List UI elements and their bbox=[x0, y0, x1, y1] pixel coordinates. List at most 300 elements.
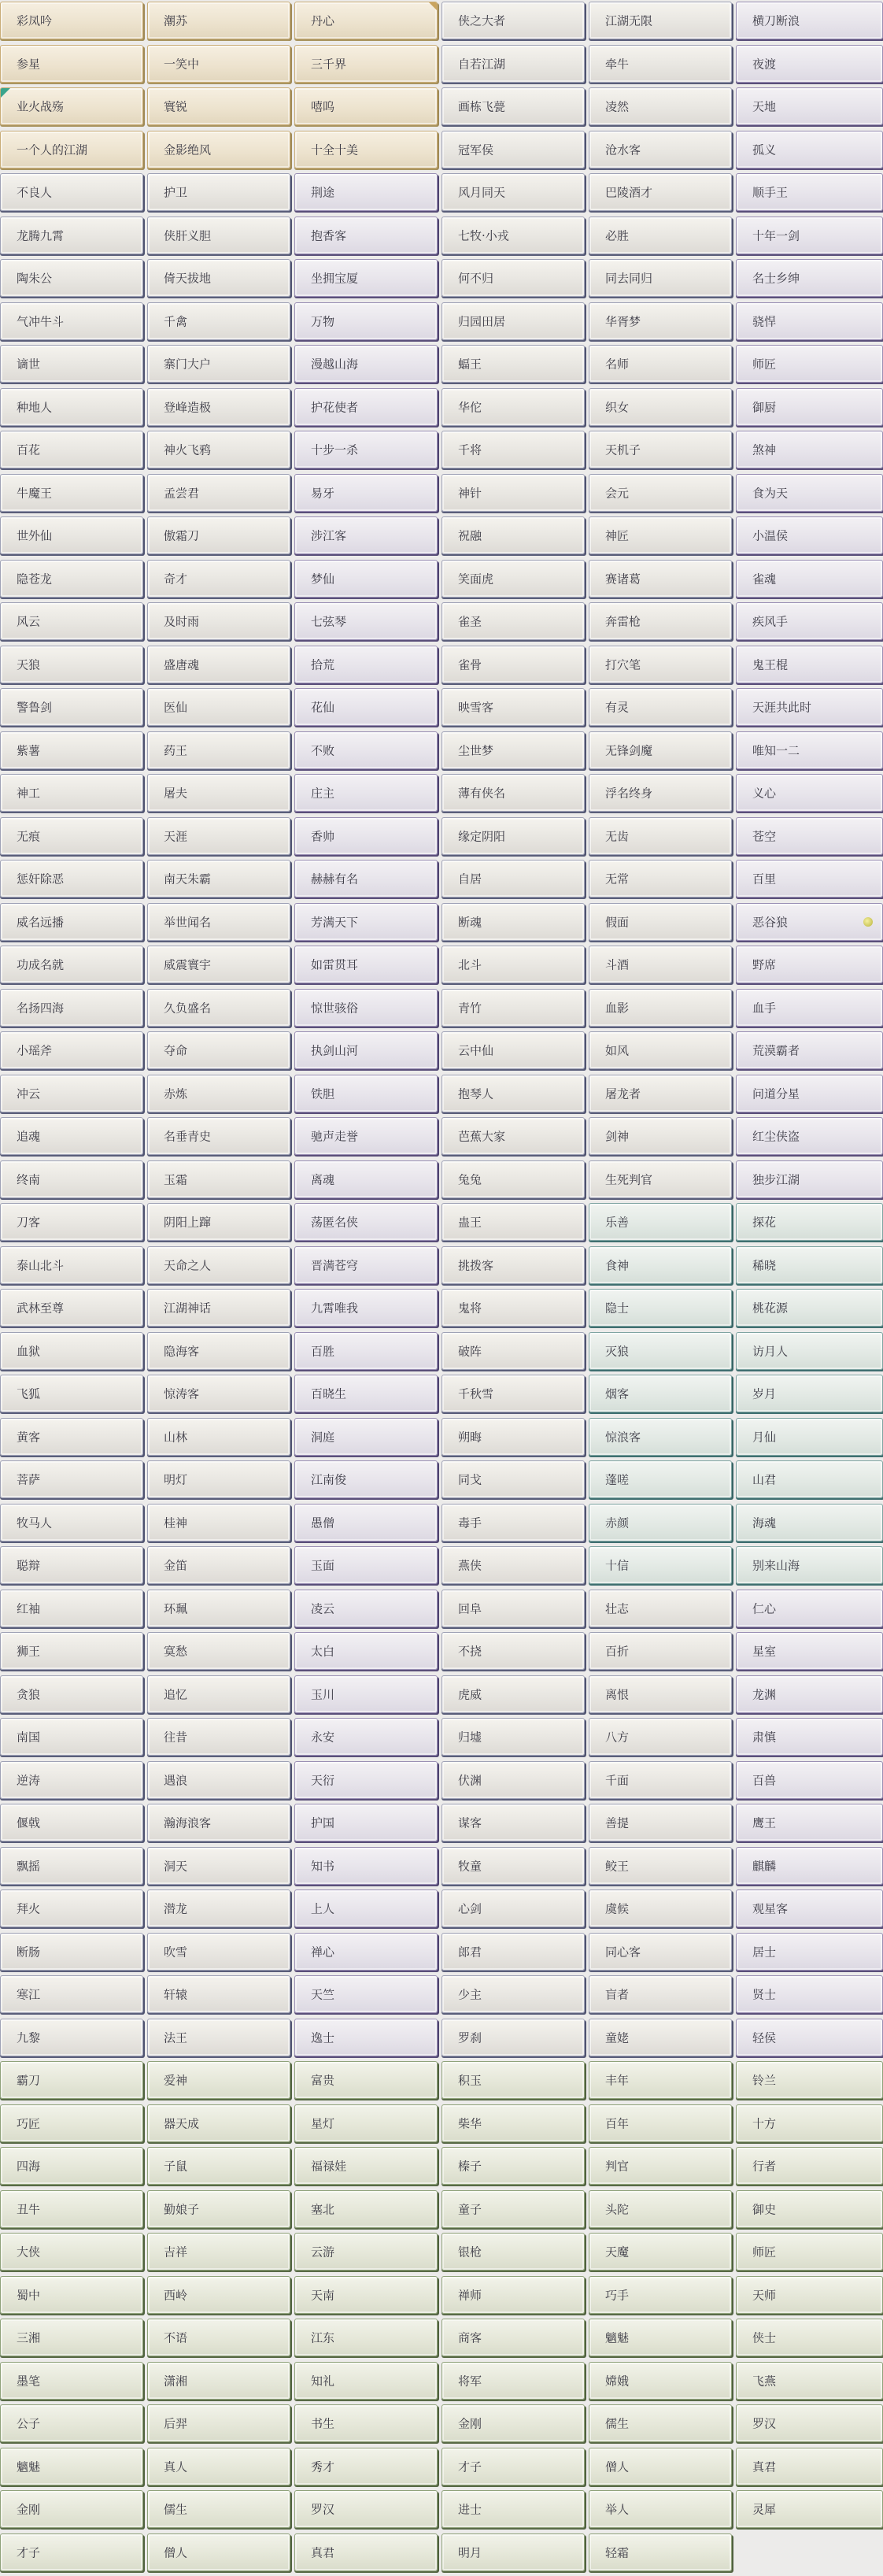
title-tile[interactable] bbox=[736, 131, 883, 168]
title-tile[interactable] bbox=[442, 1847, 585, 1885]
title-tile[interactable] bbox=[0, 1289, 143, 1327]
title-tile[interactable] bbox=[147, 1075, 290, 1112]
title-tile[interactable] bbox=[0, 817, 143, 855]
title-tile[interactable] bbox=[589, 2233, 732, 2271]
title-tile[interactable] bbox=[294, 45, 438, 83]
title-tile[interactable] bbox=[294, 1418, 438, 1456]
title-tile[interactable] bbox=[147, 774, 290, 812]
title-tile[interactable] bbox=[442, 2061, 585, 2099]
title-tile[interactable] bbox=[147, 602, 290, 640]
title-tile[interactable] bbox=[736, 1847, 883, 1885]
title-tile[interactable] bbox=[0, 1632, 143, 1670]
title-tile[interactable] bbox=[589, 2276, 732, 2314]
title-tile[interactable] bbox=[589, 989, 732, 1027]
title-tile[interactable] bbox=[589, 774, 732, 812]
title-tile[interactable] bbox=[736, 1889, 883, 1927]
title-tile[interactable] bbox=[147, 1675, 290, 1713]
title-tile[interactable] bbox=[0, 259, 143, 297]
title-tile[interactable] bbox=[0, 2404, 143, 2442]
title-tile[interactable] bbox=[294, 1975, 438, 2013]
title-tile[interactable] bbox=[736, 903, 883, 941]
title-tile[interactable] bbox=[147, 1804, 290, 1841]
title-tile[interactable] bbox=[589, 560, 732, 598]
title-tile[interactable] bbox=[736, 774, 883, 812]
title-tile[interactable] bbox=[147, 1117, 290, 1155]
title-tile[interactable] bbox=[589, 45, 732, 83]
title-tile[interactable] bbox=[589, 1889, 732, 1927]
title-tile[interactable] bbox=[147, 2448, 290, 2485]
title-tile[interactable] bbox=[442, 259, 585, 297]
title-tile[interactable] bbox=[736, 1203, 883, 1241]
title-tile[interactable] bbox=[147, 2061, 290, 2099]
title-tile[interactable] bbox=[0, 989, 143, 1027]
title-tile[interactable] bbox=[0, 2019, 143, 2056]
title-tile[interactable] bbox=[442, 560, 585, 598]
title-tile[interactable] bbox=[589, 259, 732, 297]
title-tile[interactable] bbox=[0, 2, 143, 39]
title-tile[interactable] bbox=[294, 388, 438, 426]
title-tile[interactable] bbox=[589, 1246, 732, 1284]
title-tile[interactable] bbox=[147, 2362, 290, 2400]
title-tile[interactable] bbox=[589, 688, 732, 726]
title-tile[interactable] bbox=[147, 259, 290, 297]
title-tile[interactable] bbox=[442, 1761, 585, 1799]
title-tile[interactable] bbox=[147, 817, 290, 855]
title-tile[interactable] bbox=[0, 602, 143, 640]
title-tile[interactable] bbox=[0, 87, 143, 125]
title-tile[interactable] bbox=[736, 1761, 883, 1799]
title-tile[interactable] bbox=[294, 602, 438, 640]
title-tile[interactable] bbox=[0, 2319, 143, 2356]
title-tile[interactable] bbox=[294, 2147, 438, 2185]
title-tile[interactable] bbox=[0, 431, 143, 468]
title-tile[interactable] bbox=[589, 860, 732, 898]
title-tile[interactable] bbox=[442, 2533, 585, 2571]
title-tile[interactable] bbox=[147, 302, 290, 340]
title-tile[interactable] bbox=[736, 217, 883, 254]
title-tile[interactable] bbox=[736, 302, 883, 340]
title-tile[interactable] bbox=[442, 2, 585, 39]
title-tile[interactable] bbox=[736, 2, 883, 39]
title-tile[interactable] bbox=[147, 1160, 290, 1198]
title-tile[interactable] bbox=[589, 431, 732, 468]
title-tile[interactable] bbox=[0, 1203, 143, 1241]
title-tile[interactable] bbox=[442, 474, 585, 512]
title-tile[interactable] bbox=[294, 946, 438, 983]
title-tile[interactable] bbox=[147, 1847, 290, 1885]
title-tile[interactable] bbox=[736, 173, 883, 211]
title-tile[interactable] bbox=[0, 903, 143, 941]
title-tile[interactable] bbox=[736, 516, 883, 554]
title-tile[interactable] bbox=[294, 2533, 438, 2571]
title-tile[interactable] bbox=[0, 131, 143, 168]
title-tile[interactable] bbox=[0, 560, 143, 598]
title-tile[interactable] bbox=[294, 817, 438, 855]
title-tile[interactable] bbox=[0, 2104, 143, 2142]
title-tile[interactable] bbox=[294, 2276, 438, 2314]
title-tile[interactable] bbox=[147, 1031, 290, 1069]
title-tile[interactable] bbox=[294, 1031, 438, 1069]
title-tile[interactable] bbox=[589, 2061, 732, 2099]
title-tile[interactable] bbox=[589, 646, 732, 683]
title-tile[interactable] bbox=[294, 1332, 438, 1370]
title-tile[interactable] bbox=[442, 1117, 585, 1155]
title-tile[interactable] bbox=[589, 474, 732, 512]
title-tile[interactable] bbox=[442, 431, 585, 468]
title-tile[interactable] bbox=[147, 87, 290, 125]
title-tile[interactable] bbox=[442, 2319, 585, 2356]
title-tile[interactable] bbox=[442, 2019, 585, 2056]
title-tile[interactable] bbox=[147, 217, 290, 254]
title-tile[interactable] bbox=[736, 2104, 883, 2142]
title-tile[interactable] bbox=[736, 1075, 883, 1112]
title-tile[interactable] bbox=[736, 1632, 883, 1670]
title-tile[interactable] bbox=[0, 731, 143, 769]
title-tile[interactable] bbox=[147, 2019, 290, 2056]
title-tile[interactable] bbox=[294, 1246, 438, 1284]
title-tile[interactable] bbox=[589, 2190, 732, 2228]
title-tile[interactable] bbox=[736, 2404, 883, 2442]
title-tile[interactable] bbox=[294, 2104, 438, 2142]
title-tile[interactable] bbox=[589, 1975, 732, 2013]
title-tile[interactable] bbox=[736, 1546, 883, 1584]
title-tile[interactable] bbox=[0, 774, 143, 812]
title-tile[interactable] bbox=[147, 388, 290, 426]
title-tile[interactable] bbox=[147, 1246, 290, 1284]
title-tile[interactable] bbox=[442, 173, 585, 211]
title-tile[interactable] bbox=[442, 302, 585, 340]
title-tile[interactable] bbox=[736, 1460, 883, 1498]
title-tile[interactable] bbox=[442, 989, 585, 1027]
title-tile[interactable] bbox=[589, 1847, 732, 1885]
title-tile[interactable] bbox=[442, 1718, 585, 1756]
title-tile[interactable] bbox=[0, 45, 143, 83]
title-tile[interactable] bbox=[294, 1847, 438, 1885]
title-tile[interactable] bbox=[147, 2233, 290, 2271]
title-tile[interactable] bbox=[0, 474, 143, 512]
title-tile[interactable] bbox=[442, 1933, 585, 1971]
title-tile[interactable] bbox=[147, 1203, 290, 1241]
title-tile[interactable] bbox=[736, 259, 883, 297]
title-tile[interactable] bbox=[589, 1761, 732, 1799]
title-tile[interactable] bbox=[147, 45, 290, 83]
title-tile[interactable] bbox=[442, 1675, 585, 1713]
title-tile[interactable] bbox=[0, 1117, 143, 1155]
title-tile[interactable] bbox=[147, 2190, 290, 2228]
title-tile[interactable] bbox=[589, 946, 732, 983]
title-tile[interactable] bbox=[589, 1160, 732, 1198]
title-tile[interactable] bbox=[294, 1203, 438, 1241]
title-tile[interactable] bbox=[294, 560, 438, 598]
title-tile[interactable] bbox=[147, 2276, 290, 2314]
title-tile[interactable] bbox=[442, 1975, 585, 2013]
title-tile[interactable] bbox=[0, 2061, 143, 2099]
title-tile[interactable] bbox=[147, 1332, 290, 1370]
title-tile[interactable] bbox=[147, 1418, 290, 1456]
title-tile[interactable] bbox=[442, 774, 585, 812]
title-tile[interactable] bbox=[0, 1804, 143, 1841]
title-tile[interactable] bbox=[589, 345, 732, 383]
title-tile[interactable] bbox=[147, 1889, 290, 1927]
title-tile[interactable] bbox=[736, 2019, 883, 2056]
title-tile[interactable] bbox=[736, 1675, 883, 1713]
title-tile[interactable] bbox=[0, 2147, 143, 2185]
title-tile[interactable] bbox=[294, 1375, 438, 1412]
title-tile[interactable] bbox=[294, 2, 438, 39]
title-tile[interactable] bbox=[442, 2448, 585, 2485]
title-tile[interactable] bbox=[0, 1031, 143, 1069]
title-tile[interactable] bbox=[589, 1460, 732, 1498]
title-tile[interactable] bbox=[442, 1590, 585, 1627]
title-tile[interactable] bbox=[589, 817, 732, 855]
title-tile[interactable] bbox=[442, 2104, 585, 2142]
title-tile[interactable] bbox=[0, 1933, 143, 1971]
title-tile[interactable] bbox=[736, 560, 883, 598]
title-tile[interactable] bbox=[736, 989, 883, 1027]
title-tile[interactable] bbox=[442, 131, 585, 168]
title-tile[interactable] bbox=[0, 2533, 143, 2571]
title-tile[interactable] bbox=[442, 345, 585, 383]
title-tile[interactable] bbox=[294, 646, 438, 683]
title-tile[interactable] bbox=[294, 731, 438, 769]
title-tile[interactable] bbox=[0, 688, 143, 726]
title-tile[interactable] bbox=[442, 903, 585, 941]
title-tile[interactable] bbox=[147, 1289, 290, 1327]
title-tile[interactable] bbox=[589, 173, 732, 211]
title-tile[interactable] bbox=[147, 1504, 290, 1542]
title-tile[interactable] bbox=[294, 1718, 438, 1756]
title-tile[interactable] bbox=[589, 388, 732, 426]
title-tile[interactable] bbox=[589, 1117, 732, 1155]
title-tile[interactable] bbox=[442, 602, 585, 640]
title-tile[interactable] bbox=[147, 1632, 290, 1670]
title-tile[interactable] bbox=[736, 1160, 883, 1198]
title-tile[interactable] bbox=[736, 1375, 883, 1412]
title-tile[interactable] bbox=[589, 2490, 732, 2528]
title-tile[interactable] bbox=[147, 516, 290, 554]
title-tile[interactable] bbox=[0, 516, 143, 554]
title-tile[interactable] bbox=[294, 1460, 438, 1498]
title-tile[interactable] bbox=[736, 2362, 883, 2400]
title-tile[interactable] bbox=[589, 1590, 732, 1627]
title-tile[interactable] bbox=[294, 1160, 438, 1198]
title-tile[interactable] bbox=[442, 1804, 585, 1841]
title-tile[interactable] bbox=[442, 1504, 585, 1542]
title-tile[interactable] bbox=[736, 1804, 883, 1841]
title-tile[interactable] bbox=[294, 989, 438, 1027]
title-tile[interactable] bbox=[442, 1031, 585, 1069]
title-tile[interactable] bbox=[294, 2490, 438, 2528]
title-tile[interactable] bbox=[589, 2019, 732, 2056]
title-tile[interactable] bbox=[294, 1933, 438, 1971]
title-tile[interactable] bbox=[0, 345, 143, 383]
title-tile[interactable] bbox=[0, 1460, 143, 1498]
title-tile[interactable] bbox=[294, 2404, 438, 2442]
title-tile[interactable] bbox=[0, 1975, 143, 2013]
title-tile[interactable] bbox=[147, 2533, 290, 2571]
title-tile[interactable] bbox=[736, 2490, 883, 2528]
title-tile[interactable] bbox=[442, 1460, 585, 1498]
title-tile[interactable] bbox=[736, 431, 883, 468]
title-tile[interactable] bbox=[442, 646, 585, 683]
title-tile[interactable] bbox=[294, 860, 438, 898]
title-tile[interactable] bbox=[147, 2490, 290, 2528]
title-tile[interactable] bbox=[442, 2276, 585, 2314]
title-tile[interactable] bbox=[442, 1546, 585, 1584]
title-tile[interactable] bbox=[147, 2404, 290, 2442]
title-tile[interactable] bbox=[147, 431, 290, 468]
title-tile[interactable] bbox=[589, 87, 732, 125]
title-tile[interactable] bbox=[0, 1546, 143, 1584]
title-tile[interactable] bbox=[736, 1117, 883, 1155]
title-tile[interactable] bbox=[589, 217, 732, 254]
title-tile[interactable] bbox=[589, 1546, 732, 1584]
title-tile[interactable] bbox=[294, 474, 438, 512]
title-tile[interactable] bbox=[442, 516, 585, 554]
title-tile[interactable] bbox=[294, 1632, 438, 1670]
title-tile[interactable] bbox=[0, 646, 143, 683]
title-tile[interactable] bbox=[736, 817, 883, 855]
title-tile[interactable] bbox=[147, 860, 290, 898]
title-tile[interactable] bbox=[736, 2276, 883, 2314]
title-tile[interactable] bbox=[736, 602, 883, 640]
title-tile[interactable] bbox=[0, 217, 143, 254]
title-tile[interactable] bbox=[147, 1375, 290, 1412]
title-tile[interactable] bbox=[147, 173, 290, 211]
title-tile[interactable] bbox=[442, 2190, 585, 2228]
title-tile[interactable] bbox=[589, 1718, 732, 1756]
title-tile[interactable] bbox=[0, 1075, 143, 1112]
title-tile[interactable] bbox=[147, 646, 290, 683]
title-tile[interactable] bbox=[147, 2, 290, 39]
title-tile[interactable] bbox=[442, 1289, 585, 1327]
title-tile[interactable] bbox=[442, 731, 585, 769]
title-tile[interactable] bbox=[147, 1761, 290, 1799]
title-tile[interactable] bbox=[442, 1246, 585, 1284]
title-tile[interactable] bbox=[589, 1675, 732, 1713]
title-tile[interactable] bbox=[294, 1075, 438, 1112]
title-tile[interactable] bbox=[147, 131, 290, 168]
title-tile[interactable] bbox=[294, 217, 438, 254]
title-tile[interactable] bbox=[589, 1418, 732, 1456]
title-tile[interactable] bbox=[442, 688, 585, 726]
title-tile[interactable] bbox=[294, 1117, 438, 1155]
title-tile[interactable] bbox=[0, 1160, 143, 1198]
title-tile[interactable] bbox=[736, 946, 883, 983]
title-tile[interactable] bbox=[0, 2448, 143, 2485]
title-tile[interactable] bbox=[294, 2061, 438, 2099]
title-tile[interactable] bbox=[589, 1203, 732, 1241]
title-tile[interactable] bbox=[442, 1889, 585, 1927]
title-tile[interactable] bbox=[589, 1289, 732, 1327]
title-tile[interactable] bbox=[589, 2104, 732, 2142]
title-tile[interactable] bbox=[442, 1375, 585, 1412]
title-tile[interactable] bbox=[442, 1632, 585, 1670]
title-tile[interactable] bbox=[589, 2147, 732, 2185]
title-tile[interactable] bbox=[442, 2490, 585, 2528]
title-tile[interactable] bbox=[294, 1590, 438, 1627]
title-tile[interactable] bbox=[442, 1160, 585, 1198]
title-tile[interactable] bbox=[736, 345, 883, 383]
title-tile[interactable] bbox=[442, 45, 585, 83]
title-tile[interactable] bbox=[442, 217, 585, 254]
title-tile[interactable] bbox=[442, 1418, 585, 1456]
title-tile[interactable] bbox=[147, 1546, 290, 1584]
title-tile[interactable] bbox=[0, 388, 143, 426]
title-tile[interactable] bbox=[589, 2404, 732, 2442]
title-tile[interactable] bbox=[736, 2190, 883, 2228]
title-tile[interactable] bbox=[294, 903, 438, 941]
title-tile[interactable] bbox=[0, 1375, 143, 1412]
title-tile[interactable] bbox=[0, 1246, 143, 1284]
title-tile[interactable] bbox=[294, 173, 438, 211]
title-tile[interactable] bbox=[147, 903, 290, 941]
title-tile[interactable] bbox=[442, 1203, 585, 1241]
title-tile[interactable] bbox=[0, 2190, 143, 2228]
title-tile[interactable] bbox=[589, 1375, 732, 1412]
title-tile[interactable] bbox=[736, 860, 883, 898]
title-tile[interactable] bbox=[147, 1590, 290, 1627]
title-tile[interactable] bbox=[294, 2448, 438, 2485]
title-tile[interactable] bbox=[0, 2233, 143, 2271]
title-tile[interactable] bbox=[294, 1804, 438, 1841]
title-tile[interactable] bbox=[147, 2147, 290, 2185]
title-tile[interactable] bbox=[736, 2061, 883, 2099]
title-tile[interactable] bbox=[589, 731, 732, 769]
title-tile[interactable] bbox=[736, 2319, 883, 2356]
title-tile[interactable] bbox=[294, 2233, 438, 2271]
title-tile[interactable] bbox=[294, 302, 438, 340]
title-tile[interactable] bbox=[589, 516, 732, 554]
title-tile[interactable] bbox=[736, 1246, 883, 1284]
title-tile[interactable] bbox=[0, 860, 143, 898]
title-tile[interactable] bbox=[0, 1847, 143, 1885]
title-tile[interactable] bbox=[147, 1933, 290, 1971]
title-tile[interactable] bbox=[736, 1933, 883, 1971]
title-tile[interactable] bbox=[0, 1889, 143, 1927]
title-tile[interactable] bbox=[147, 1718, 290, 1756]
title-tile[interactable] bbox=[589, 2448, 732, 2485]
title-tile[interactable] bbox=[736, 1418, 883, 1456]
title-tile[interactable] bbox=[147, 1460, 290, 1498]
title-tile[interactable] bbox=[294, 2019, 438, 2056]
title-tile[interactable] bbox=[0, 1332, 143, 1370]
title-tile[interactable] bbox=[442, 87, 585, 125]
title-tile[interactable] bbox=[736, 688, 883, 726]
title-tile[interactable] bbox=[442, 860, 585, 898]
title-tile[interactable] bbox=[147, 560, 290, 598]
title-tile[interactable] bbox=[589, 302, 732, 340]
title-tile[interactable] bbox=[442, 2362, 585, 2400]
title-tile[interactable] bbox=[736, 388, 883, 426]
title-tile[interactable] bbox=[294, 1504, 438, 1542]
title-tile[interactable] bbox=[0, 2490, 143, 2528]
title-tile[interactable] bbox=[294, 131, 438, 168]
title-tile[interactable] bbox=[294, 87, 438, 125]
title-tile[interactable] bbox=[589, 903, 732, 941]
title-tile[interactable] bbox=[589, 1504, 732, 1542]
title-tile[interactable] bbox=[147, 2319, 290, 2356]
title-tile[interactable] bbox=[589, 2319, 732, 2356]
title-tile[interactable] bbox=[736, 1289, 883, 1327]
title-tile[interactable] bbox=[589, 1804, 732, 1841]
title-tile[interactable] bbox=[589, 2362, 732, 2400]
title-tile[interactable] bbox=[442, 946, 585, 983]
title-tile[interactable] bbox=[736, 2448, 883, 2485]
title-tile[interactable] bbox=[736, 1332, 883, 1370]
title-tile[interactable] bbox=[294, 1546, 438, 1584]
title-tile[interactable] bbox=[442, 817, 585, 855]
